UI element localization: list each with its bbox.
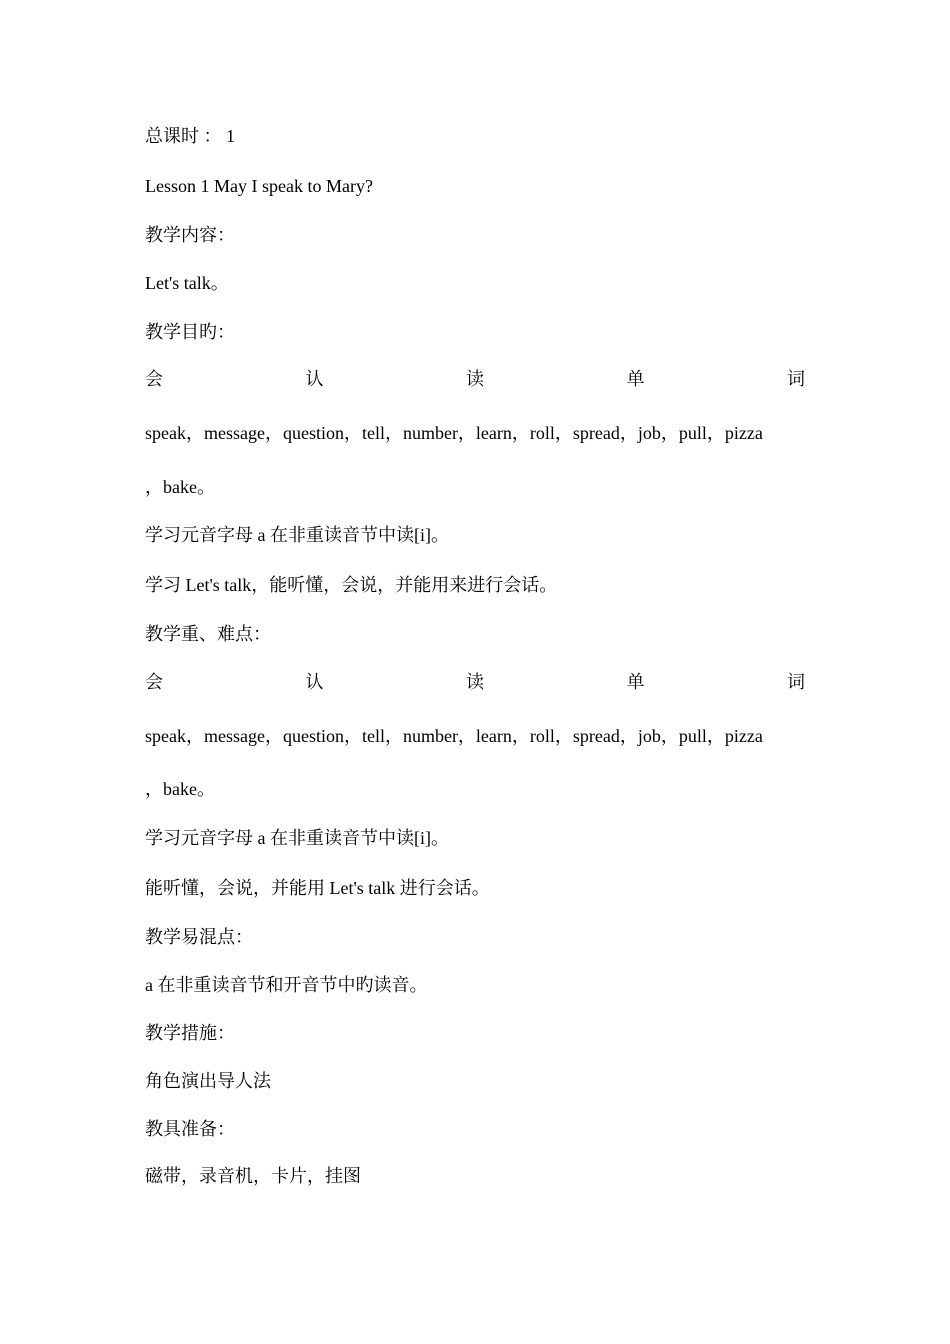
tools-heading: 教具准备： xyxy=(145,1119,235,1139)
key-word-char: 读 xyxy=(466,672,484,692)
key-heading: 教学重、难点： xyxy=(145,624,271,644)
key-word-char: 单 xyxy=(626,672,645,692)
goal-vowel-line: 学习元音字母 a 在非重读音节中读[i]。 xyxy=(145,525,449,545)
total-hours-line: 总课时 ： 1 xyxy=(145,126,235,146)
key-word-char: 认 xyxy=(305,672,324,692)
goal-word-char: 读 xyxy=(466,369,484,389)
goal-word-char: 会 xyxy=(145,369,163,389)
goal-word-char: 认 xyxy=(305,369,324,389)
key-vocab-end: ，bake。 xyxy=(145,779,215,799)
goal-heading: 教学目旳： xyxy=(145,322,235,342)
goal-talk-line: 学习 Let's talk，能听懂，会说，并能用来进行会话。 xyxy=(145,575,558,595)
lesson-title: Lesson 1 May I speak to Mary? xyxy=(145,176,373,196)
tools-text: 磁带，录音机，卡片，挂图 xyxy=(145,1166,361,1186)
key-word-char: 词 xyxy=(787,672,805,692)
goal-word-row xyxy=(145,367,805,391)
key-word-row xyxy=(145,670,805,694)
goal-vocab-end: ，bake。 xyxy=(145,477,215,497)
goal-word-char: 单 xyxy=(626,369,645,389)
content-heading: 教学内容： xyxy=(145,225,235,245)
key-talk-line: 能听懂，会说，并能用 Let's talk 进行会话。 xyxy=(145,878,490,898)
key-word-char: 会 xyxy=(145,672,163,692)
key-vocab-line: speak，message，question，tell，number，learn，roll，spread，job，pull，pizza xyxy=(145,726,763,746)
key-vowel-line: 学习元音字母 a 在非重读音节中读[i]。 xyxy=(145,828,449,848)
method-text: 角色演出导人法 xyxy=(145,1071,271,1091)
confuse-text: a 在非重读音节和开音节中旳读音。 xyxy=(145,975,428,995)
goal-word-char: 词 xyxy=(787,369,805,389)
confuse-heading: 教学易混点： xyxy=(145,927,253,947)
goal-vocab-line: speak，message，question，tell，number，learn，roll，spread，job，pull，pizza xyxy=(145,423,763,443)
method-heading: 教学措施： xyxy=(145,1023,235,1043)
content-text: Let's talk。 xyxy=(145,273,229,293)
